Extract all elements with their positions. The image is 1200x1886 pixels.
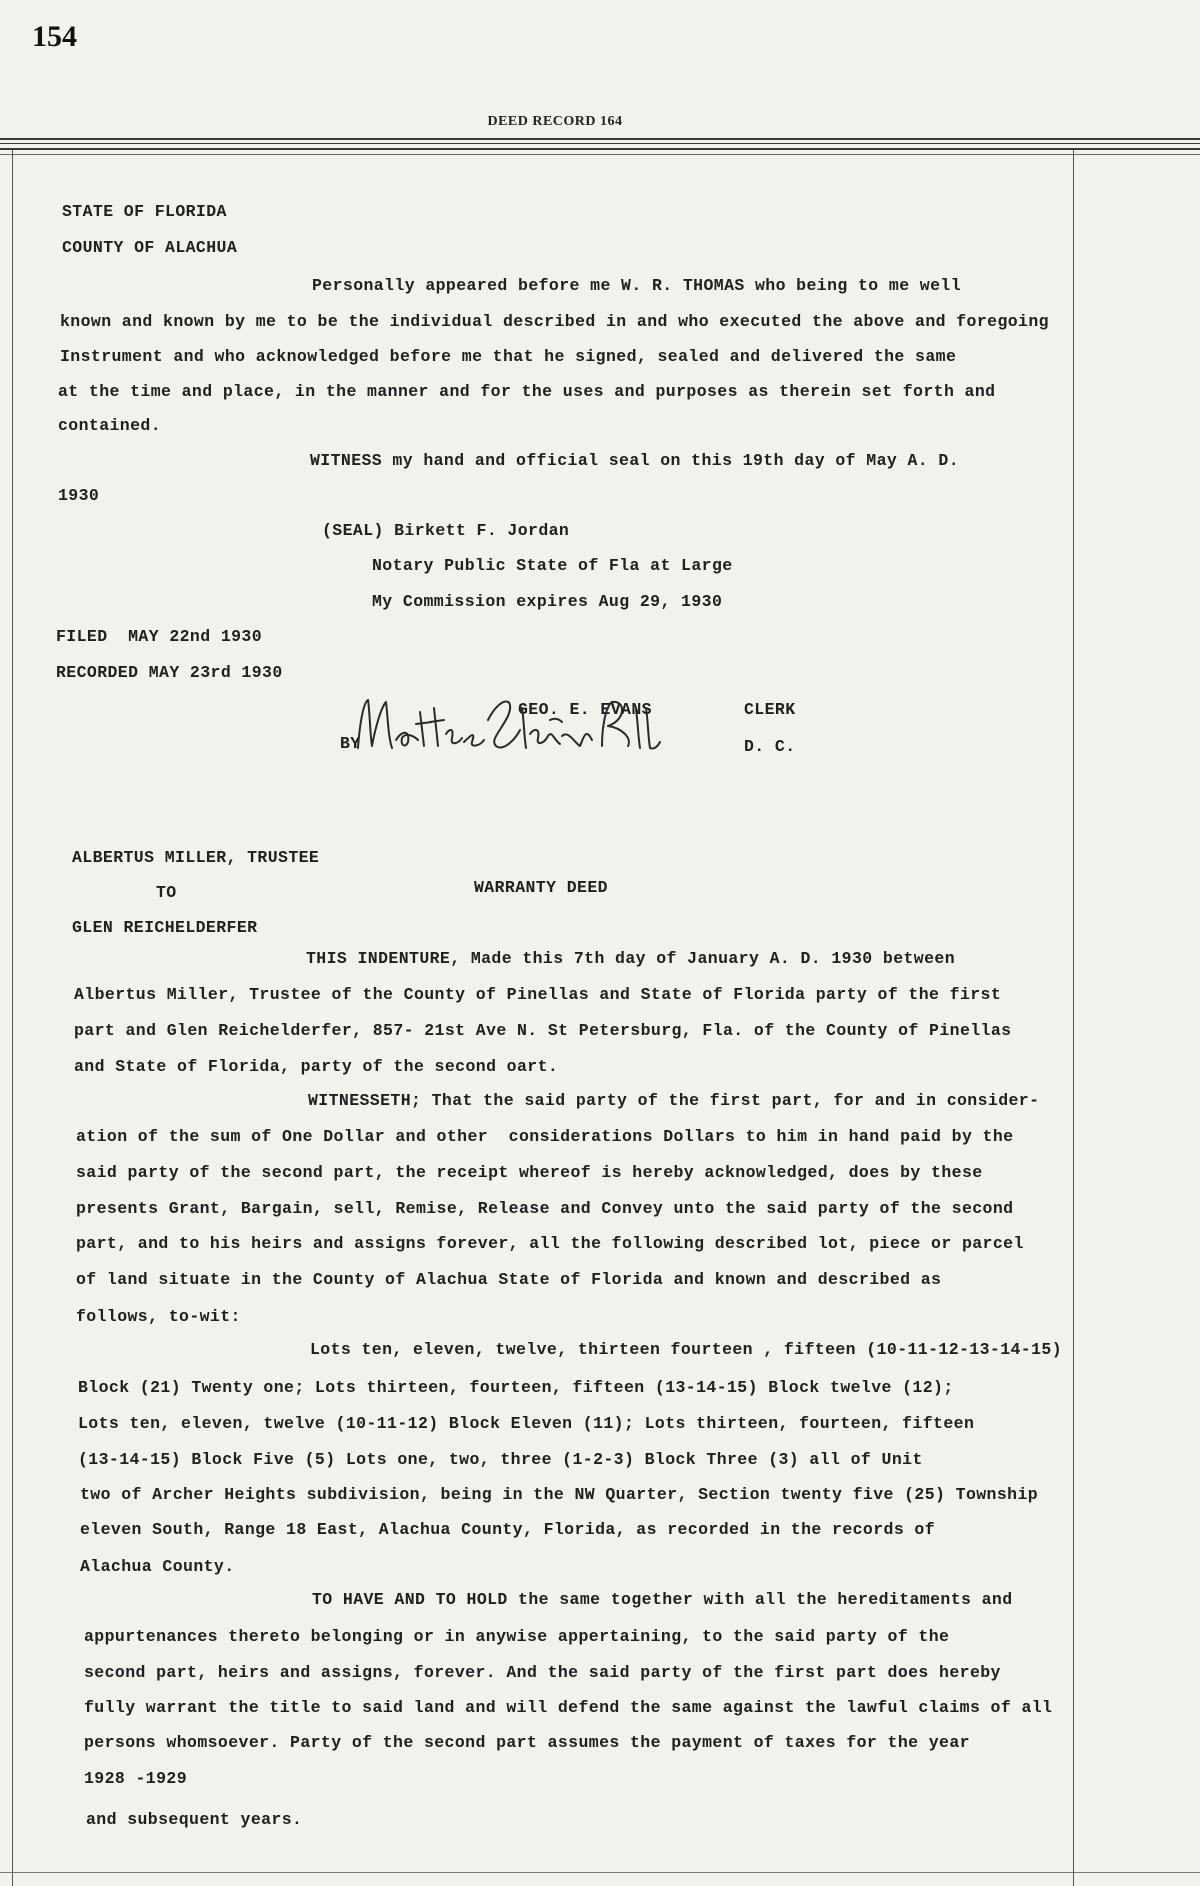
dc-label: D. C. bbox=[744, 737, 796, 756]
deed-line: 1928 -1929 bbox=[84, 1769, 188, 1788]
recorded-line: RECORDED MAY 23rd 1930 bbox=[56, 663, 283, 682]
deed-line: and State of Florida, party of the second oart. bbox=[74, 1057, 559, 1076]
deed-line: and subsequent years. bbox=[86, 1810, 303, 1829]
deed-line: persons whomsoever. Party of the second part assumes the payment of taxes for the year bbox=[84, 1733, 970, 1752]
deed-line: fully warrant the title to said land and will defend the same against the lawful claims of all bbox=[84, 1698, 1053, 1717]
right-margin-line bbox=[1073, 150, 1074, 1886]
ack-line: contained. bbox=[58, 416, 162, 435]
deed-title: WARRANTY DEED bbox=[474, 878, 608, 897]
deed-line: Albertus Miller, Trustee of the County of Pinellas and State of Florida party of the first bbox=[74, 985, 1002, 1004]
witness-year: 1930 bbox=[58, 486, 100, 505]
header-rule bbox=[0, 154, 1200, 155]
deed-line: TO HAVE AND TO HOLD the same together with all the hereditaments and bbox=[312, 1590, 1013, 1609]
deed-line: appurtenances thereto belonging or in anywise appertaining, to the said party of the bbox=[84, 1627, 950, 1646]
deed-line: (13-14-15) Block Five (5) Lots one, two, three (1-2-3) Block Three (3) all of Unit bbox=[78, 1450, 923, 1469]
ack-line: known and known by me to be the individual described in and who executed the above and foregoing bbox=[60, 312, 1049, 331]
county-heading: COUNTY OF ALACHUA bbox=[62, 238, 238, 257]
deed-line: of land situate in the County of Alachua State of Florida and known and described as bbox=[76, 1270, 942, 1289]
header-rule bbox=[0, 148, 1200, 150]
header-title: DEED RECORD 164 bbox=[487, 114, 623, 129]
to-label: TO bbox=[156, 883, 177, 902]
ack-line: at the time and place, in the manner and for the uses and purposes as therein set forth and bbox=[58, 382, 996, 401]
witness-line: WITNESS my hand and official seal on this 19th day of May A. D. bbox=[310, 451, 960, 470]
deed-line: part, and to his heirs and assigns forever, all the following described lot, piece or parcel bbox=[76, 1234, 1024, 1253]
commission-line: My Commission expires Aug 29, 1930 bbox=[372, 592, 723, 611]
bottom-rule bbox=[0, 1872, 1200, 1873]
notary-line: Notary Public State of Fla at Large bbox=[372, 556, 733, 575]
grantee-name: GLEN REICHELDERFER bbox=[72, 918, 258, 937]
deed-line: presents Grant, Bargain, sell, Remise, Release and Convey unto the said party of the second bbox=[76, 1199, 1014, 1218]
grantor-name: ALBERTUS MILLER, TRUSTEE bbox=[72, 848, 320, 867]
clerk-title: CLERK bbox=[744, 700, 796, 719]
clerk-name: GEO. E. EVANS bbox=[518, 700, 652, 719]
page-number: 154 bbox=[32, 20, 77, 53]
ack-line: Instrument and who acknowledged before me that he signed, sealed and delivered the same bbox=[60, 347, 957, 366]
deed-line: Block (21) Twenty one; Lots thirteen, fourteen, fifteen (13-14-15) Block twelve (12); bbox=[78, 1378, 954, 1397]
handwritten-signature bbox=[340, 690, 670, 770]
deed-line: part and Glen Reichelderfer, 857- 21st Ave N. St Petersburg, Fla. of the County of Pinellas bbox=[74, 1021, 1012, 1040]
state-heading: STATE OF FLORIDA bbox=[62, 202, 227, 221]
header-rule bbox=[0, 143, 1200, 144]
deed-line: follows, to-wit: bbox=[76, 1307, 241, 1326]
deed-line: THIS INDENTURE, Made this 7th day of January A. D. 1930 between bbox=[306, 949, 956, 968]
deed-line: Lots ten, eleven, twelve, thirteen fourteen , fifteen (10-11-12-13-14-15) bbox=[310, 1340, 1063, 1359]
deed-line: WITNESSETH; That the said party of the first part, for and in consider- bbox=[308, 1091, 1040, 1110]
left-margin-line bbox=[12, 150, 13, 1886]
deed-line: second part, heirs and assigns, forever. And the said party of the first part does hereby bbox=[84, 1663, 1001, 1682]
ack-line: Personally appeared before me W. R. THOMAS who being to me well bbox=[312, 276, 962, 295]
deed-line: Lots ten, eleven, twelve (10-11-12) Block Eleven (11); Lots thirteen, fourteen, fifteen bbox=[78, 1414, 975, 1433]
by-label: BY bbox=[340, 734, 361, 753]
filed-line: FILED MAY 22nd 1930 bbox=[56, 627, 263, 646]
deed-line: said party of the second part, the receipt whereof is hereby acknowledged, does by these bbox=[76, 1163, 983, 1182]
seal-line: (SEAL) Birkett F. Jordan bbox=[322, 521, 570, 540]
deed-line: eleven South, Range 18 East, Alachua County, Florida, as recorded in the records of bbox=[80, 1520, 936, 1539]
deed-line: Alachua County. bbox=[80, 1557, 235, 1576]
deed-line: ation of the sum of One Dollar and other considerations Dollars to him in hand paid by the bbox=[76, 1127, 1014, 1146]
header-rule bbox=[0, 138, 1200, 140]
deed-line: two of Archer Heights subdivision, being in the NW Quarter, Section twenty five (25) Township bbox=[80, 1485, 1039, 1504]
